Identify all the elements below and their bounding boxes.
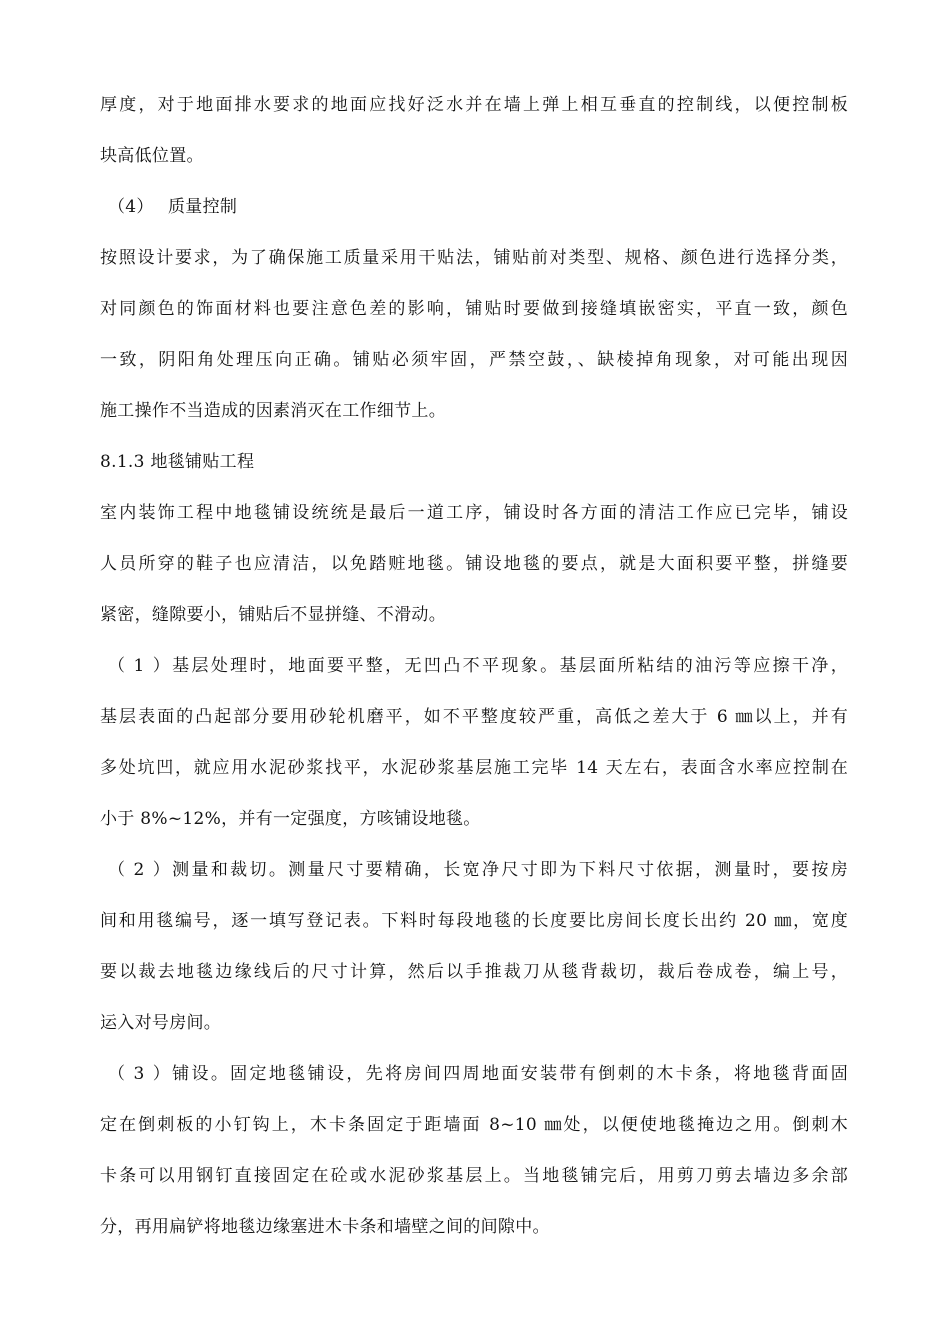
text-line: 小于 8%~12%，并有一定强度，方咳铺设地毯。 [100,809,481,829]
text-line: 卡条可以用钢钉直接固定在砼或水泥砂浆基层上。当地毯铺完后，用剪刀剪去墙边多余部 [100,1166,848,1186]
text-line: 块高低位置。 [100,146,204,166]
heading-number: （4） [108,197,154,217]
text-line: 对同颜色的饰面材料也要注意色差的影响，铺贴时要做到接缝填嵌密实，平直一致，颜色 [100,299,848,319]
item-text: 测量和裁切。测量尺寸要精确，长宽净尺寸即为下料尺寸依据，测量时，要按房 [170,860,848,880]
item-text: 铺设。固定地毯铺设，先将房间四周地面安装带有倒刺的木卡条，将地毯背面固 [170,1064,848,1084]
list-item-measure-cut [100,845,848,1049]
list-item-laying [100,1049,848,1253]
list-item-base-treatment [100,641,848,845]
section-title-carpet: 8.1.3 地毯铺贴工程 [100,452,255,472]
text-line: 要以裁去地毯边缘线后的尺寸计算，然后以手推裁刀从毯背裁切，裁后卷成卷，编上号， [100,962,848,982]
text-line: 按照设计要求，为了确保施工质量采用干贴法，铺贴前对类型、规格、颜色进行选择分类， [100,248,848,268]
text-line: 紧密，缝隙要小，铺贴后不显拼缝、不滑动。 [100,605,446,625]
text-line: 基层表面的凸起部分要用砂轮机磨平，如不平整度较严重，高低之差大于 6 ㎜以上，并有 [100,707,848,727]
item-number: （2） [108,860,170,880]
text-line [100,845,848,896]
item-text: 基层处理时，地面要平整，无凹凸不平现象。基层面所粘结的油污等应擦干净， [170,656,848,676]
text-line: 间和用毯编号，逐一填写登记表。下料时每段地毯的长度要比房间长度长出约 20 ㎜，宽度 [100,911,848,931]
item-number: （1） [108,656,170,676]
text-line [100,641,848,692]
text-line: 一致，阴阳角处理压向正确。铺贴必须牢固，严禁空鼓，、缺棱掉角现象，对可能出现因 [100,350,848,370]
text-line [100,1049,848,1100]
text-line: 运入对号房间。 [100,1013,222,1033]
text-line: 施工操作不当造成的因素消灭在工作细节上。 [100,401,446,421]
item-number: （3） [108,1064,170,1084]
document-page [100,80,848,1253]
heading-title: 质量控制 [168,197,238,217]
paragraph-quality-control [100,233,848,437]
text-line: 室内装饰工程中地毯铺设统统是最后一道工序，铺设时各方面的清洁工作应已完毕，铺设 [100,503,848,523]
text-line: 定在倒刺板的小钉钩上，木卡条固定于距墙面 8~10 ㎜处，以便使地毯掩边之用。倒刺木 [100,1115,848,1135]
text-line: 厚度，对于地面排水要求的地面应找好泛水并在墙上弹上相互垂直的控制线，以便控制板 [100,95,848,115]
paragraph-floor-leveling [100,80,848,182]
text-line: 人员所穿的鞋子也应清洁，以免踏赃地毯。铺设地毯的要点，就是大面积要平整，拼缝要 [100,554,848,574]
text-line: 分，再用扁铲将地毯边缘塞进木卡条和墙壁之间的间隙中。 [100,1217,550,1237]
text-line: 多处坑凹，就应用水泥砂浆找平，水泥砂浆基层施工完毕 14 天左右，表面含水率应控制在 [100,758,848,778]
paragraph-carpet-intro [100,488,848,641]
heading-quality-control [100,182,848,233]
